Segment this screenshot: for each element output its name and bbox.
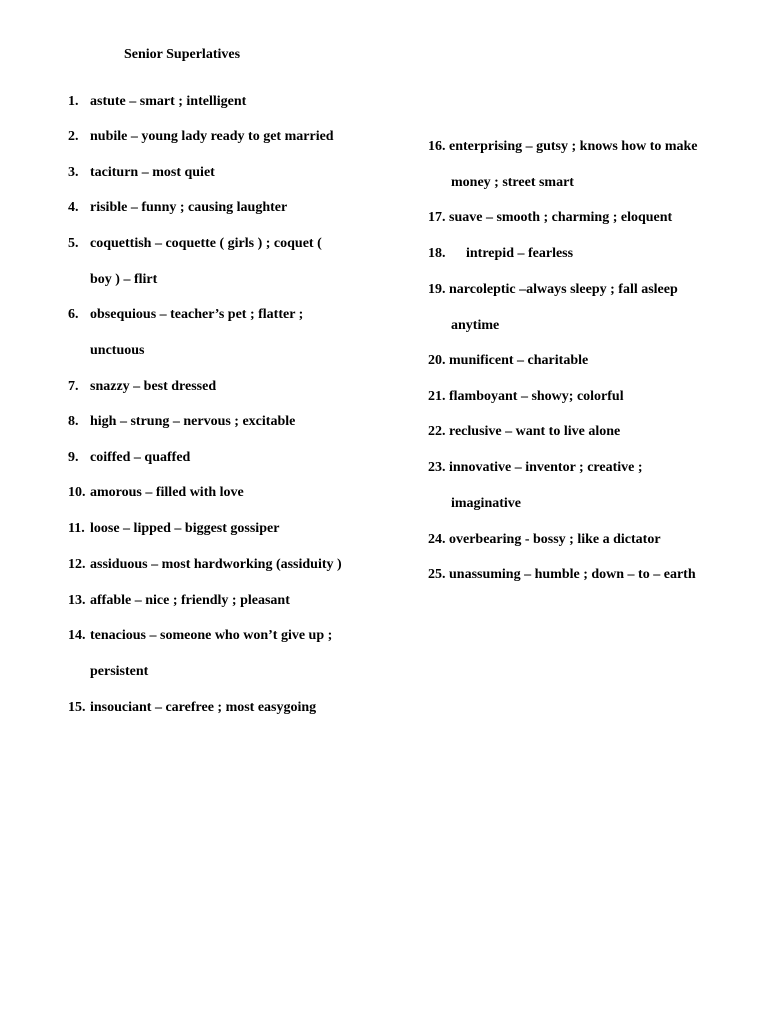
item-text: overbearing - bossy ; like a dictator xyxy=(449,532,661,547)
item-text: tenacious – someone who won’t give up ; xyxy=(90,628,333,643)
list-item xyxy=(428,138,698,156)
item-text: reclusive – want to live alone xyxy=(449,424,621,439)
item-text: coquettish – coquette ( girls ) ; coquet ( xyxy=(90,236,322,251)
item-text: persistent xyxy=(90,664,149,679)
item-number: 20. xyxy=(428,353,446,368)
page-title: Senior Superlatives xyxy=(124,47,241,62)
item-number: 6. xyxy=(68,307,79,322)
item-number: 18. xyxy=(428,246,446,261)
item-text: suave – smooth ; charming ; eloquent xyxy=(449,210,673,225)
item-text: enterprising – gutsy ; knows how to make xyxy=(449,139,698,154)
item-number: 2. xyxy=(68,129,79,144)
item-text: intrepid – fearless xyxy=(466,246,574,261)
item-text: narcoleptic –always sleepy ; fall asleep xyxy=(449,282,678,297)
list-item-continuation xyxy=(451,495,521,513)
item-text: nubile – young lady ready to get married xyxy=(90,129,334,144)
item-text: amorous – filled with love xyxy=(90,485,244,500)
item-number: 25. xyxy=(428,567,446,582)
item-number: 21. xyxy=(428,389,446,404)
item-text: taciturn – most quiet xyxy=(90,165,215,180)
item-number: 9. xyxy=(68,450,79,465)
item-text: imaginative xyxy=(451,496,521,511)
item-text: munificent – charitable xyxy=(449,353,589,368)
item-number: 4. xyxy=(68,200,79,215)
list-item xyxy=(428,423,620,441)
item-number: 11. xyxy=(68,521,85,536)
item-text: anytime xyxy=(451,318,500,333)
list-item xyxy=(428,352,588,370)
item-text: loose – lipped – biggest gossiper xyxy=(90,521,280,536)
item-text: affable – nice ; friendly ; pleasant xyxy=(90,593,290,608)
item-number: 19. xyxy=(428,282,446,297)
item-number: 7. xyxy=(68,379,79,394)
list-item-continuation xyxy=(451,317,499,335)
item-text: flamboyant – showy; colorful xyxy=(449,389,624,404)
item-number: 23. xyxy=(428,460,446,475)
item-text: money ; street smart xyxy=(451,175,574,190)
item-number: 15. xyxy=(68,700,86,715)
item-text: innovative – inventor ; creative ; xyxy=(449,460,643,475)
list-item xyxy=(428,566,696,584)
item-text: boy ) – flirt xyxy=(90,272,158,287)
item-number: 16. xyxy=(428,139,446,154)
list-item xyxy=(428,459,643,477)
list-item xyxy=(428,531,661,549)
item-number: 8. xyxy=(68,414,79,429)
list-item xyxy=(428,209,672,227)
item-number: 10. xyxy=(68,485,86,500)
item-text: insouciant – carefree ; most easygoing xyxy=(90,700,317,715)
item-text: astute – smart ; intelligent xyxy=(90,94,247,109)
item-number: 13. xyxy=(68,593,86,608)
item-number: 17. xyxy=(428,210,446,225)
list-item-continuation xyxy=(451,174,574,192)
item-number: 5. xyxy=(68,236,79,251)
item-text: obsequious – teacher’s pet ; flatter ; xyxy=(90,307,304,322)
item-text: unassuming – humble ; down – to – earth xyxy=(449,567,696,582)
item-text: risible – funny ; causing laughter xyxy=(90,200,288,215)
item-number: 3. xyxy=(68,165,79,180)
item-text: assiduous – most hardworking (assiduity ) xyxy=(90,557,342,572)
item-text: high – strung – nervous ; excitable xyxy=(90,414,296,429)
item-number: 12. xyxy=(68,557,86,572)
list-item xyxy=(428,388,624,406)
list-item xyxy=(428,281,678,299)
item-text: snazzy – best dressed xyxy=(90,379,217,394)
item-text: coiffed – quaffed xyxy=(90,450,191,465)
item-number: 1. xyxy=(68,94,79,109)
item-number: 14. xyxy=(68,628,86,643)
item-number: 22. xyxy=(428,424,446,439)
list-item xyxy=(428,245,574,263)
item-text: unctuous xyxy=(90,343,145,358)
item-number: 24. xyxy=(428,532,446,547)
